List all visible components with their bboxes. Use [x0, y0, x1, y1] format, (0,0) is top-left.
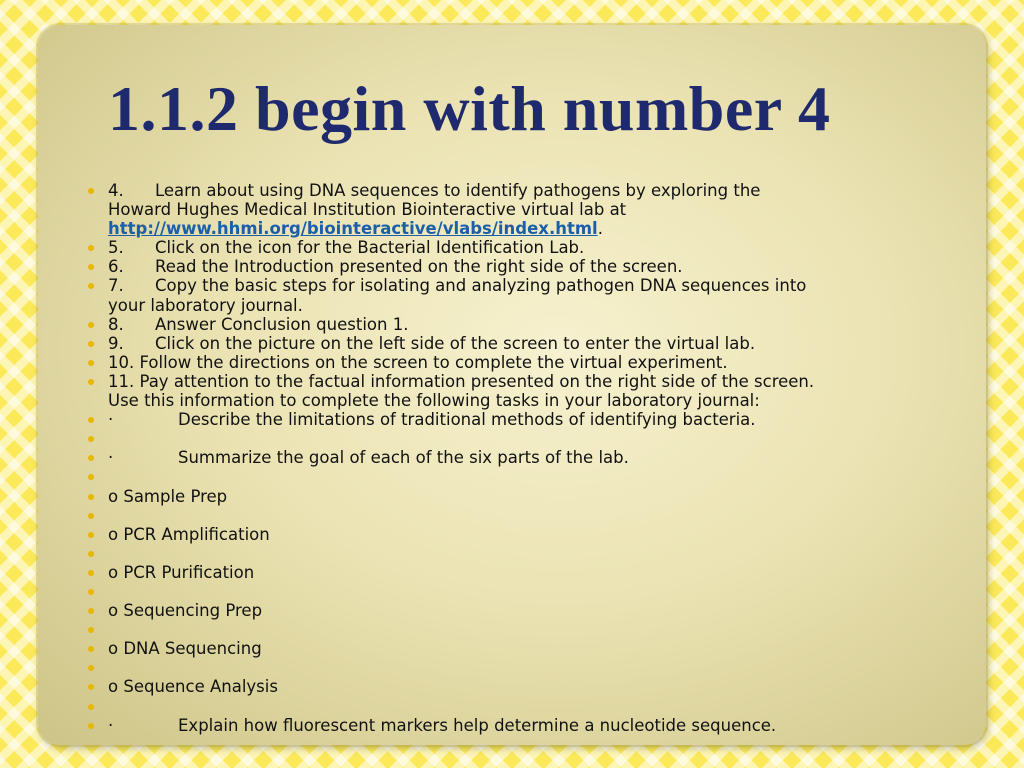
list-item — [86, 410, 986, 429]
item-number: 7. — [108, 276, 124, 296]
item-text: 11. Pay attention to the factual information presented on the right side of the screen. — [108, 371, 815, 391]
list-item — [86, 601, 986, 620]
list-item — [86, 238, 986, 257]
list-item — [86, 315, 986, 334]
empty-list-item — [86, 467, 986, 486]
list-item — [86, 487, 986, 506]
list-item — [86, 353, 986, 372]
item-text: o Sequence Analysis — [108, 677, 278, 697]
item-number: 5. — [108, 238, 124, 258]
empty-list-item — [86, 506, 986, 525]
list-item — [86, 448, 986, 467]
item-text: Howard Hughes Medical Institution Biointeractive virtual lab at — [108, 200, 627, 220]
item-text: your laboratory journal. — [108, 295, 303, 315]
item-text: o DNA Sequencing — [108, 639, 262, 659]
item-text: Read the Introduction presented on the right side of the screen. — [155, 257, 683, 277]
list-item — [86, 334, 986, 353]
list-item — [86, 716, 986, 735]
empty-list-item — [86, 582, 986, 601]
item-text: Click on the picture on the left side of the screen to enter the virtual lab. — [155, 333, 756, 353]
bullet-list — [86, 181, 986, 735]
list-item — [86, 276, 986, 314]
item-text: Summarize the goal of each of the six parts of the lab. — [178, 448, 629, 468]
hhmi-link[interactable]: http://www.hhmi.org/biointeractive/vlabs/index.html — [108, 219, 598, 239]
empty-list-item — [86, 429, 986, 448]
item-text: Copy the basic steps for isolating and analyzing pathogen DNA sequences into — [155, 276, 807, 296]
item-text: o PCR Amplification — [108, 524, 270, 544]
list-item — [86, 563, 986, 582]
item-text: Learn about using DNA sequences to identify pathogens by exploring the — [155, 181, 761, 200]
item-text: Answer Conclusion question 1. — [155, 314, 409, 334]
item-text: Explain how fluorescent markers help determine a nucleotide sequence. — [178, 715, 777, 735]
dot-marker: · — [108, 715, 114, 735]
item-number: 6. — [108, 257, 124, 277]
list-item — [86, 257, 986, 276]
list-item — [86, 181, 986, 238]
item-text: o Sample Prep — [108, 486, 228, 506]
item-text: o PCR Purification — [108, 562, 255, 582]
dot-marker: · — [108, 448, 114, 468]
item-number: 8. — [108, 314, 124, 334]
dot-marker: · — [108, 410, 114, 430]
item-text: Use this information to complete the following tasks in your laboratory journal: — [108, 391, 760, 411]
item-text: Describe the limitations of traditional methods of identifying bacteria. — [178, 410, 756, 430]
item-number: 4. — [108, 181, 124, 200]
list-item — [86, 677, 986, 696]
item-text: Click on the icon for the Bacterial Identification Lab. — [155, 238, 585, 258]
list-item — [86, 639, 986, 658]
list-item — [86, 525, 986, 544]
item-text: o Sequencing Prep — [108, 601, 263, 621]
empty-list-item — [86, 544, 986, 563]
slide-title: 1.1.2 begin with number 4 — [108, 73, 831, 144]
empty-list-item — [86, 658, 986, 677]
empty-list-item — [86, 697, 986, 716]
item-text: . — [597, 219, 603, 239]
empty-list-item — [86, 620, 986, 639]
list-item — [86, 372, 986, 410]
item-number: 9. — [108, 333, 124, 353]
item-text: 10. Follow the directions on the screen to complete the virtual experiment. — [108, 352, 728, 372]
